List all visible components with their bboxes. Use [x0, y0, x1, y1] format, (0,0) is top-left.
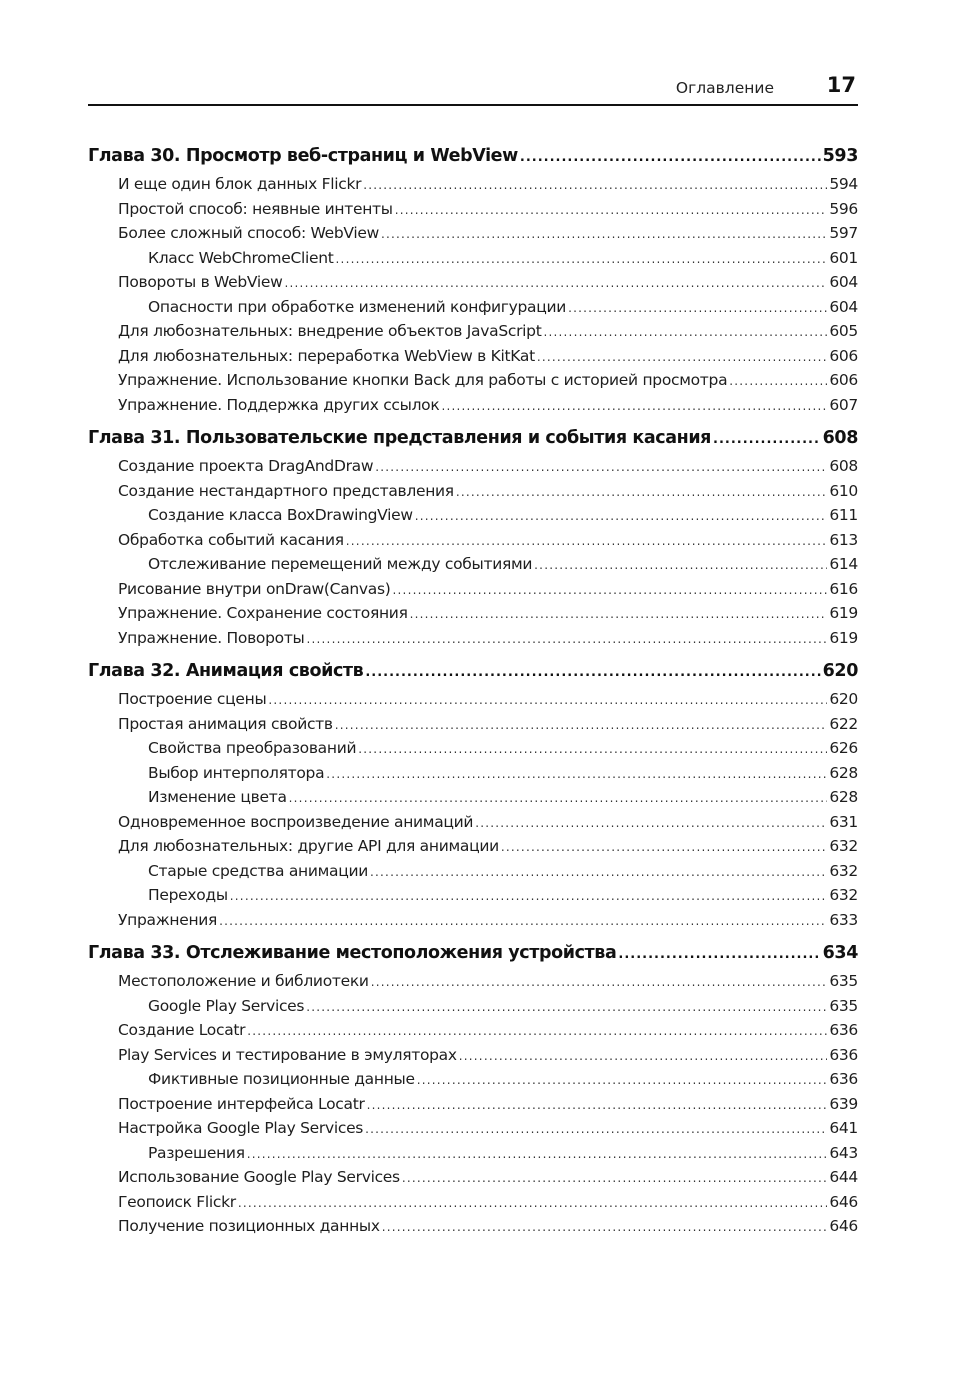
entry-page-number: 628: [829, 763, 858, 782]
entry-page-number: 606: [829, 371, 858, 389]
entry-title: Упражнение. Повороты: [118, 628, 305, 647]
toc-section-entry[interactable]: [88, 1092, 858, 1117]
toc-chapter-heading[interactable]: [88, 422, 858, 454]
toc-subsection-entry[interactable]: [88, 503, 858, 528]
toc-chapter-heading[interactable]: [88, 937, 858, 969]
toc-subsection-entry[interactable]: [88, 785, 858, 810]
entry-title: Использование Google Play Services: [118, 1168, 400, 1186]
entry-page-number: 641: [829, 1119, 858, 1137]
toc-section-entry[interactable]: [88, 1116, 858, 1141]
dot-leader: [410, 602, 828, 626]
page-header: [88, 70, 858, 106]
toc-section-entry[interactable]: [88, 626, 858, 651]
entry-page-number: 619: [829, 628, 858, 647]
entry-page-number: 646: [829, 1217, 858, 1235]
toc-chapter: [88, 937, 858, 1239]
running-title: Оглавление: [675, 79, 774, 97]
dot-leader: [268, 688, 827, 712]
entry-title: Настройка Google Play Services: [118, 1119, 364, 1137]
chapter-title: Глава 32. Анимация свойств: [88, 661, 364, 681]
dot-leader: [326, 762, 827, 786]
dot-leader: [415, 504, 828, 528]
entry-title: Простая анимация свойств: [118, 714, 333, 733]
entry-page-number: 636: [829, 1045, 858, 1064]
dot-leader: [713, 424, 821, 454]
toc-subsection-entry[interactable]: [88, 295, 858, 320]
dot-leader: [456, 480, 827, 504]
toc-chapter-heading[interactable]: [88, 655, 858, 687]
toc-section-entry[interactable]: [88, 1214, 858, 1239]
toc-subsection-entry[interactable]: [88, 883, 858, 908]
entry-title: Создание нестандартного представления: [118, 481, 454, 500]
toc-section-entry[interactable]: [88, 601, 858, 626]
dot-leader: [307, 627, 828, 651]
entry-page-number: 616: [829, 579, 858, 598]
dot-leader: [367, 1093, 828, 1117]
toc-subsection-entry[interactable]: [88, 552, 858, 577]
entry-title: Выбор интерполятора: [148, 763, 325, 782]
entry-page-number: 611: [829, 506, 858, 524]
entry-page-number: 632: [829, 837, 858, 855]
entry-page-number: 636: [829, 1070, 858, 1088]
toc-section-entry[interactable]: [88, 1190, 858, 1215]
toc-section-entry[interactable]: [88, 1165, 858, 1190]
entry-title: Построение сцены: [118, 690, 267, 708]
dot-leader: [534, 553, 827, 577]
entry-title: Переходы: [148, 886, 228, 904]
dot-leader: [219, 909, 827, 933]
entry-title: Разрешения: [148, 1143, 245, 1162]
dot-leader: [238, 1191, 827, 1215]
toc-section-entry[interactable]: [88, 221, 858, 246]
entry-title: Старые средства анимации: [148, 861, 369, 880]
toc-subsection-entry[interactable]: [88, 1141, 858, 1166]
dot-leader: [568, 296, 827, 320]
dot-leader: [247, 1142, 828, 1166]
toc-subsection-entry[interactable]: [88, 1067, 858, 1092]
dot-leader: [247, 1019, 827, 1043]
entry-title: Построение интерфейса Locatr: [118, 1094, 365, 1113]
entry-page-number: 636: [829, 1021, 858, 1039]
entry-title: Изменение цвета: [148, 788, 287, 806]
entry-title: Опасности при обработке изменений конфигурации: [148, 297, 567, 316]
toc-section-entry[interactable]: [88, 577, 858, 602]
entry-title: Местоположение и библиотеки: [118, 972, 369, 990]
dot-leader: [501, 835, 827, 859]
dot-leader: [336, 247, 828, 271]
entry-page-number: 633: [829, 910, 858, 929]
entry-page-number: 646: [829, 1192, 858, 1211]
toc-subsection-entry[interactable]: [88, 994, 858, 1019]
dot-leader: [358, 737, 827, 761]
dot-leader: [365, 657, 820, 687]
dot-leader: [537, 345, 827, 369]
entry-page-number: 635: [829, 996, 858, 1015]
entry-title: Геопоиск Flickr: [118, 1192, 236, 1211]
entry-title: Play Services и тестирование в эмуляторах: [118, 1045, 457, 1064]
dot-leader: [363, 173, 827, 197]
entry-page-number: 632: [829, 861, 858, 880]
toc-chapter-heading[interactable]: [88, 140, 858, 172]
toc-subsection-entry[interactable]: [88, 859, 858, 884]
entry-page-number: 610: [829, 481, 858, 500]
entry-page-number: 643: [829, 1143, 858, 1162]
entry-title: Для любознательных: другие API для анимации: [118, 837, 499, 855]
entry-title: Упражнения: [118, 910, 218, 929]
dot-leader: [285, 271, 828, 295]
toc-chapter: [88, 422, 858, 650]
toc-section-entry[interactable]: [88, 368, 858, 393]
entry-page-number: 639: [829, 1094, 858, 1113]
entry-title: Google Play Services: [148, 996, 305, 1015]
entry-title: Получение позиционных данных: [118, 1217, 380, 1235]
entry-page-number: 619: [829, 604, 858, 622]
toc-section-entry[interactable]: [88, 908, 858, 933]
dot-leader: [475, 811, 827, 835]
entry-title: Повороты в WebView: [118, 273, 283, 291]
dot-leader: [335, 713, 828, 737]
dot-leader: [382, 1215, 828, 1239]
toc-section-entry[interactable]: [88, 528, 858, 553]
entry-page-number: 607: [829, 395, 858, 414]
dot-leader: [230, 884, 828, 908]
chapter-title: Глава 31. Пользовательские представления и события касания: [88, 428, 712, 448]
dot-leader: [520, 142, 821, 172]
entry-page-number: 597: [829, 224, 858, 242]
dot-leader: [393, 578, 828, 602]
chapter-title: Глава 30. Просмотр веб-страниц и WebView: [88, 146, 518, 166]
dot-leader: [618, 939, 820, 969]
toc-section-entry[interactable]: [88, 479, 858, 504]
chapter-title: Глава 33. Отслеживание местоположения устройства: [88, 943, 617, 963]
toc-section-entry[interactable]: [88, 810, 858, 835]
entry-title: Более сложный способ: WebView: [118, 224, 379, 242]
entry-title: Создание класса BoxDrawingView: [148, 506, 413, 524]
chapter-page-number: 634: [822, 943, 858, 963]
toc-section-entry[interactable]: [88, 834, 858, 859]
entry-page-number: 644: [829, 1168, 858, 1186]
dot-leader: [417, 1068, 828, 1092]
dot-leader: [365, 1117, 827, 1141]
entry-page-number: 628: [829, 788, 858, 806]
toc-section-entry[interactable]: [88, 172, 858, 197]
chapter-page-number: 608: [822, 428, 858, 448]
dot-leader: [306, 995, 827, 1019]
entry-page-number: 614: [829, 555, 858, 573]
toc-section-entry[interactable]: [88, 197, 858, 222]
toc-subsection-entry[interactable]: [88, 246, 858, 271]
dot-leader: [395, 198, 828, 222]
dot-leader: [543, 320, 827, 344]
toc-section-entry[interactable]: [88, 319, 858, 344]
dot-leader: [729, 369, 827, 393]
toc-section-entry[interactable]: [88, 454, 858, 479]
entry-page-number: 604: [829, 297, 858, 316]
dot-leader: [289, 786, 828, 810]
entry-page-number: 613: [829, 530, 858, 549]
entry-title: Одновременное воспроизведение анимаций: [118, 812, 474, 831]
toc-section-entry[interactable]: [88, 687, 858, 712]
entry-page-number: 626: [829, 739, 858, 757]
entry-title: Свойства преобразований: [148, 739, 357, 757]
entry-title: Упражнение. Поддержка других ссылок: [118, 395, 440, 414]
entry-title: Простой способ: неявные интенты: [118, 199, 393, 218]
entry-title: Фиктивные позиционные данные: [148, 1070, 415, 1088]
entry-page-number: 605: [829, 322, 858, 340]
entry-page-number: 608: [829, 457, 858, 475]
toc-section-entry[interactable]: [88, 712, 858, 737]
table-of-contents: [88, 140, 858, 1239]
dot-leader: [370, 860, 827, 884]
dot-leader: [441, 394, 827, 418]
dot-leader: [402, 1166, 828, 1190]
toc-section-entry[interactable]: [88, 270, 858, 295]
entry-title: Упражнение. Сохранение состояния: [118, 604, 408, 622]
entry-title: Обработка событий касания: [118, 530, 344, 549]
entry-title: Создание проекта DragAndDraw: [118, 457, 374, 475]
dot-leader: [375, 455, 827, 479]
entry-title: Создание Locatr: [118, 1021, 246, 1039]
entry-title: Рисование внутри onDraw(Canvas): [118, 579, 391, 598]
toc-section-entry[interactable]: [88, 393, 858, 418]
entry-page-number: 604: [829, 273, 858, 291]
toc-subsection-entry[interactable]: [88, 761, 858, 786]
entry-title: И еще один блок данных Flickr: [118, 175, 362, 193]
dot-leader: [346, 529, 828, 553]
entry-title: Класс WebChromeClient: [148, 248, 334, 267]
entry-title: Для любознательных: внедрение объектов JavaScript: [118, 322, 542, 340]
dot-leader: [371, 970, 828, 994]
page-number: 17: [826, 73, 856, 97]
toc-section-entry[interactable]: [88, 969, 858, 994]
toc-subsection-entry[interactable]: [88, 736, 858, 761]
entry-page-number: 596: [829, 199, 858, 218]
entry-page-number: 601: [829, 248, 858, 267]
entry-page-number: 606: [829, 346, 858, 365]
entry-title: Для любознательных: переработка WebView в KitKat: [118, 346, 535, 365]
toc-section-entry[interactable]: [88, 1043, 858, 1068]
toc-section-entry[interactable]: [88, 344, 858, 369]
entry-page-number: 632: [829, 886, 858, 904]
entry-page-number: 594: [829, 175, 858, 193]
entry-page-number: 620: [829, 690, 858, 708]
entry-page-number: 635: [829, 972, 858, 990]
toc-chapter: [88, 655, 858, 932]
entry-page-number: 622: [829, 714, 858, 733]
entry-title: Упражнение. Использование кнопки Back для работы с историей просмотра: [118, 371, 728, 389]
chapter-page-number: 593: [822, 146, 858, 166]
entry-page-number: 631: [829, 812, 858, 831]
dot-leader: [381, 222, 827, 246]
toc-section-entry[interactable]: [88, 1018, 858, 1043]
toc-chapter: [88, 140, 858, 417]
entry-title: Отслеживание перемещений между событиями: [148, 555, 533, 573]
dot-leader: [459, 1044, 828, 1068]
chapter-page-number: 620: [822, 661, 858, 681]
